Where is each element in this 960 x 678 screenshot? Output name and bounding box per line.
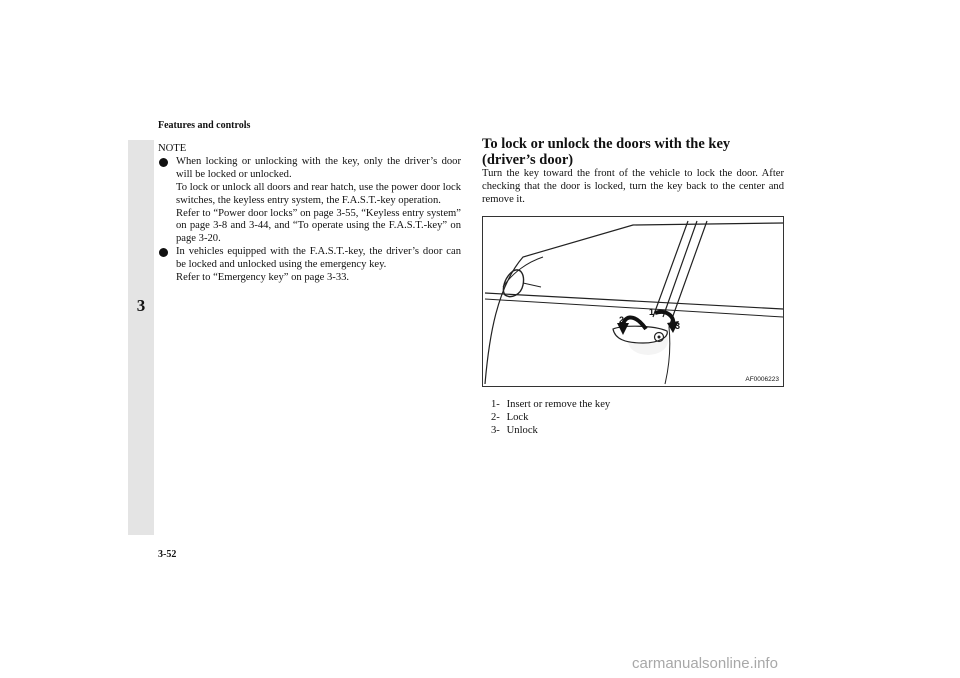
bullet-icon	[159, 248, 168, 257]
note-block	[158, 143, 461, 285]
note-text: Refer to “Power door locks” on page 3-55, “Keyless entry system” on page 3-8 and 3-44, and “To operate using the F.A.S.T.-key” on page 3-20.	[176, 207, 461, 245]
caption-number: 2-	[491, 412, 500, 423]
caption-number: 3-	[491, 425, 500, 436]
chapter-number: 3	[136, 296, 146, 315]
note-bullet	[158, 156, 461, 246]
caption-item	[491, 424, 610, 437]
caption-item	[491, 411, 610, 424]
note-text: When locking or unlocking with the key, only the driver’s door will be locked or unlocked.	[176, 155, 461, 180]
door-lock-illustration	[482, 216, 784, 387]
note-label: NOTE	[158, 143, 187, 154]
note-text: Refer to “Emergency key” on page 3-33.	[176, 272, 350, 284]
callout-2: 2	[619, 315, 625, 325]
caption-text: Insert or remove the key	[506, 399, 611, 410]
note-text: To lock or unlock all doors and rear hatch, use the power door lock switches, the keyless entry system, the F.A.S.T.-key operation.	[176, 181, 461, 206]
callout-3: 3	[675, 321, 681, 331]
figure-captions	[491, 398, 610, 437]
callout-1: 1	[649, 307, 655, 317]
section-block	[482, 136, 784, 207]
caption-item	[491, 398, 610, 411]
door-drawing	[483, 217, 783, 386]
caption-text: Unlock	[506, 425, 538, 436]
section-body: Turn the key toward the front of the vehicle to lock the door. After checking that the door is locked, turn the key back to the center and remove it.	[482, 168, 784, 205]
section-heading: To lock or unlock the doors with the key (driver’s door)	[482, 136, 731, 168]
note-bullet	[158, 246, 461, 285]
note-text: In vehicles equipped with the F.A.S.T.-key, the driver’s door can be locked and unlocked using the emergency key.	[176, 246, 461, 271]
caption-number: 1-	[491, 399, 500, 410]
chapter-tab	[128, 140, 154, 535]
page-number: 3-52	[158, 549, 177, 560]
figure-code: AF0006223	[745, 376, 779, 383]
caption-text: Lock	[506, 412, 529, 423]
bullet-icon	[159, 158, 168, 167]
watermark: carmanualsonline.info	[632, 655, 778, 672]
section-title: Features and controls	[158, 120, 251, 131]
